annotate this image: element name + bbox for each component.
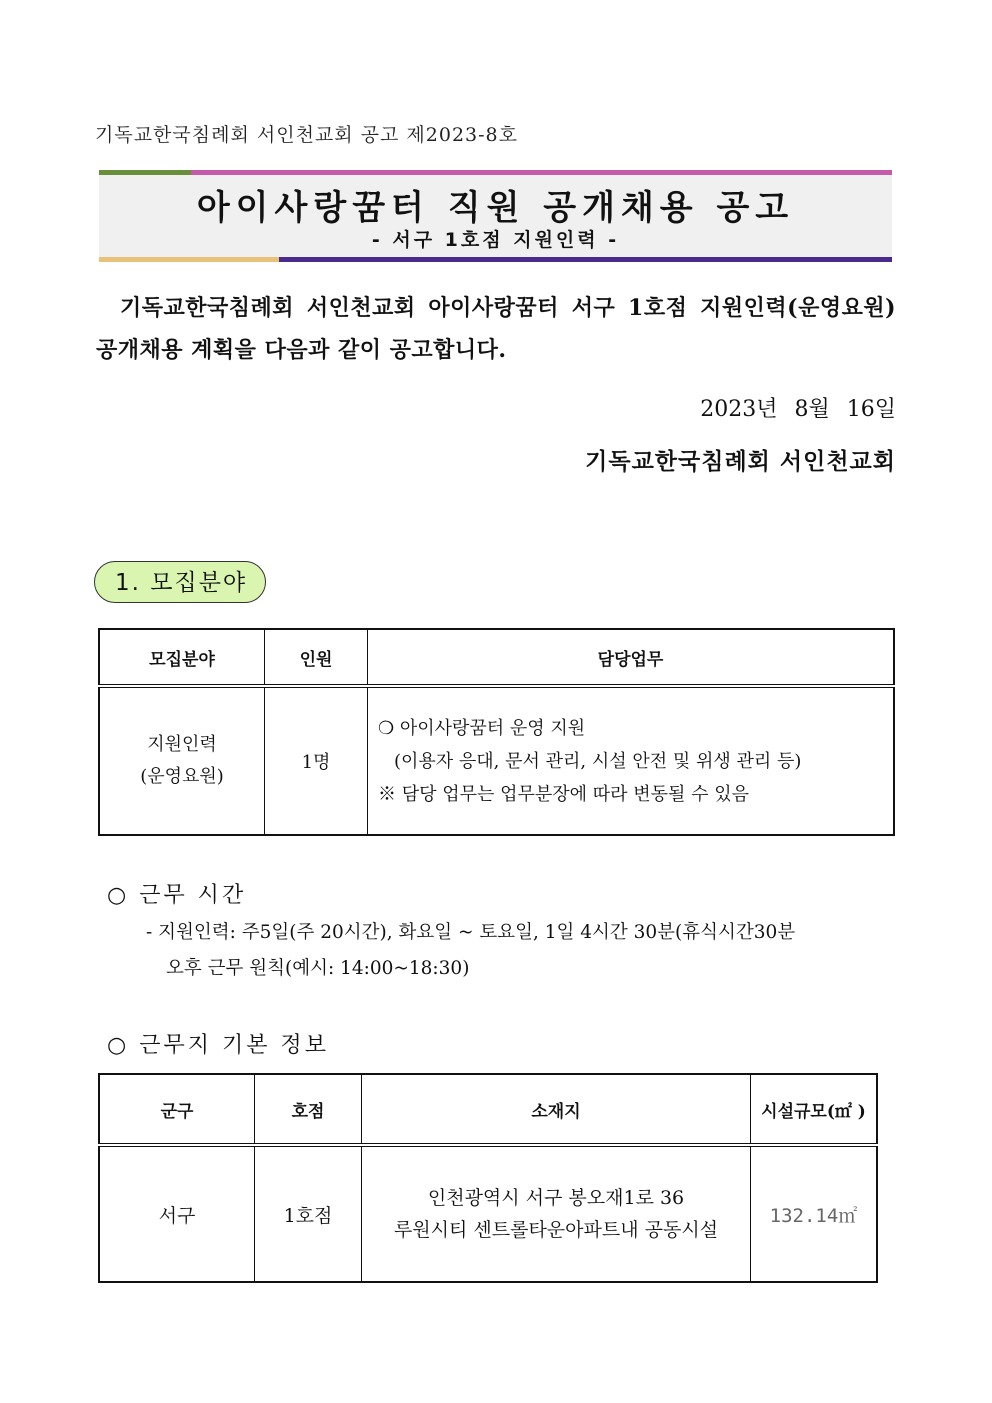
cell-branch: 1호점 bbox=[255, 1145, 362, 1282]
banner-bar bbox=[279, 257, 892, 262]
field-line: 지원인력 bbox=[147, 734, 217, 755]
field-line: (운영요원) bbox=[140, 766, 224, 787]
banner-bar bbox=[99, 170, 191, 175]
cell-district: 서구 bbox=[99, 1145, 255, 1282]
announcement-date: 2023년 8월 16일 bbox=[700, 397, 896, 422]
recruit-table bbox=[98, 628, 895, 836]
page-subtitle: - 서구 1호점 지원인력 - bbox=[371, 229, 620, 251]
workplace-heading: ○ 근무지 기본 정보 bbox=[107, 1033, 329, 1058]
table-row bbox=[99, 1145, 877, 1282]
header-field: 모집분야 bbox=[99, 629, 265, 686]
cell-count: 1명 bbox=[265, 686, 368, 835]
address-line: 인천광역시 서구 봉오재1로 36 bbox=[427, 1187, 685, 1209]
banner-bar bbox=[191, 170, 892, 175]
workplace-table bbox=[98, 1073, 878, 1283]
duty-note: ※ 담당 업무는 업무분장에 따라 변동될 수 있음 bbox=[378, 783, 750, 805]
cell-scale: 132.14㎡ bbox=[751, 1145, 878, 1282]
cell-field bbox=[99, 686, 265, 835]
work-hours-detail: - 지원인력: 주5일(주 20시간), 화요일 ~ 토요일, 1일 4시간 30분(휴식시간30분 bbox=[146, 922, 796, 943]
intro-paragraph: 기독교한국침례회 서인천교회 아이사랑꿈터 서구 1호점 지원인력(운영요원) 공개채용 계획을 다음과 같이 공고합니다. bbox=[96, 295, 896, 363]
cell-duty bbox=[368, 686, 895, 835]
duty-line: (이용자 응대, 문서 관리, 시설 안전 및 위생 관리 등) bbox=[394, 750, 802, 772]
cell-address bbox=[362, 1145, 751, 1282]
header-address: 소재지 bbox=[362, 1074, 751, 1145]
header-count: 인원 bbox=[265, 629, 368, 686]
banner-bar bbox=[99, 257, 279, 262]
duty-line: ❍ 아이사랑꿈터 운영 지원 bbox=[378, 717, 586, 739]
table-header-row bbox=[99, 1074, 877, 1145]
document-number: 기독교한국침례회 서인천교회 공고 제2023-8호 bbox=[95, 124, 518, 146]
header-district: 군구 bbox=[99, 1074, 255, 1145]
header-scale: 시설규모(㎡ ) bbox=[751, 1074, 878, 1145]
page-title: 아이사랑꿈터 직원 공개채용 공고 bbox=[196, 188, 795, 228]
organization-name: 기독교한국침례회 서인천교회 bbox=[585, 448, 896, 475]
table-header-row bbox=[99, 629, 894, 686]
header-branch: 호점 bbox=[255, 1074, 362, 1145]
work-hours-detail: 오후 근무 원칙(예시: 14:00~18:30) bbox=[166, 958, 470, 979]
section-heading-recruit: 1. 모집분야 bbox=[94, 561, 266, 603]
work-hours-heading: ○ 근무 시간 bbox=[107, 883, 247, 908]
title-banner bbox=[99, 170, 892, 262]
table-row bbox=[99, 686, 894, 835]
header-duty: 담당업무 bbox=[368, 629, 895, 686]
address-line: 루원시티 센트롤타운아파트내 공동시설 bbox=[393, 1219, 719, 1241]
